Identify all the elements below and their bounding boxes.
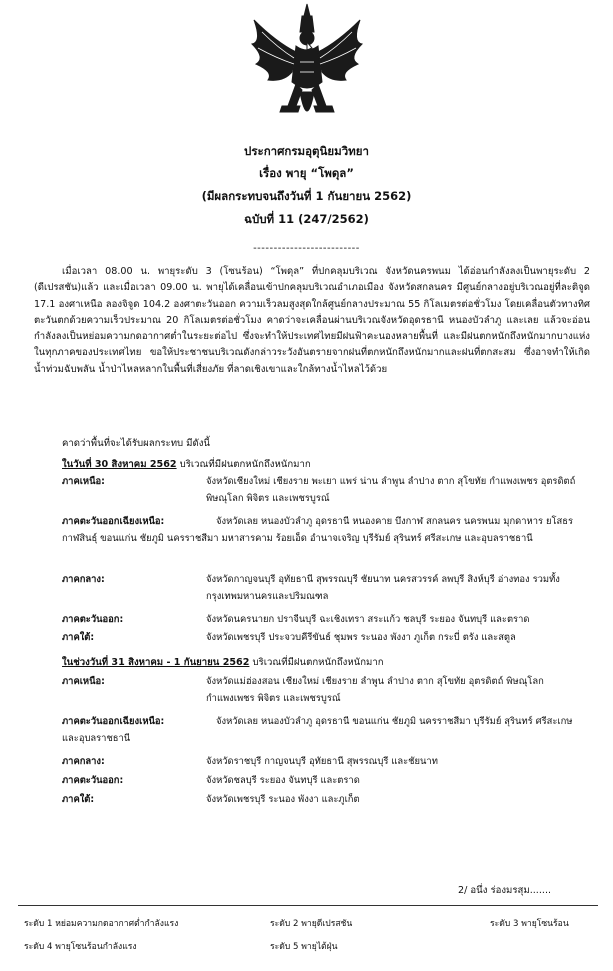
day2-heading <box>62 655 384 670</box>
legend-level-5: ระดับ 5 พายุไต้ฝุ่น <box>270 942 338 952</box>
day2-region-central: ภาคกลาง: จังหวัดราชบุรี กาญจนบุรี อุทัยธานี สุพรรณบุรี และชัยนาท <box>62 756 438 767</box>
garuda-emblem-icon <box>248 2 366 132</box>
day1-heading <box>62 457 311 472</box>
footer-divider <box>18 905 598 906</box>
agency-title: ประกาศกรมอุตุนิยมวิทยา <box>244 144 369 158</box>
main-paragraph: เมื่อเวลา 08.00 น. พายุระดับ 3 (โซนร้อน) “โพดุล” ที่ปกคลุมบริเวณ จังหวัดนครพนม ได้อ่อนกำลังลงเป็นพายุระดับ 2 (ดีเปรสชัน)แล้ว และเมื่อเวลา 09.00 น. พายุได้เคลื่อนเข้าปกคลุมบริเวณอำเภอเมือง จังหวัดสกลนคร มีศูนย์กลางอยู่บริเวณอยู่ที่ละติจูด 17.1 องศาเหนือ ลองจิจูด 104.2 องศาตะวันออก ความเร็วลมสูงสุดใกล้ศูนย์กลางประมาณ 55 กิโลเมตรต่อชั่วโมง โดยเคลื่อนตัวทางทิศตะวันตกด้วยความเร็วประมาณ 20 กิโลเมตรต่อชั่วโมง คาดว่าจะเคลื่อนผ่านบริเวณจังหวัดอุดรธานี หนองบัวลำภู และเลย แล้วจะอ่อนกำลังลงเป็นหย่อมความกดอากาศต่ำในระยะต่อไป ซึ่งจะทำให้ประเทศไทยมีฝนฟ้าคะนองหลายพื้นที่ และมีฝนตกหนักถึงหนักมากบางแห่งในทุกภาคของประเทศไทย ขอให้ประชาชนบริเวณดังกล่าวระวังอันตรายจากฝนที่ตกหนักถึงหนักมากและฝนที่ตกสะสม ซึ่งอาจทำให้เกิดน้ำท่วมฉับพลัน น้ำป่าไหลหลากในพื้นที่เสี่ยงภัย ที่ลาดเชิงเขาและใกล้ทางน้ำไหลไว้ด้วย <box>34 266 590 375</box>
day1-region-northeast: ภาคตะวันออกเฉียงเหนือ: จังหวัดเลย หนองบัวลำภู อุดรธานี หนองคาย บึงกาฬ สกลนคร นครพนม มุกดาหาร ยโสธร กาฬสินธุ์ ขอนแก่น ชัยภูมิ นครราชสีมา มหาสารคาม ร้อยเอ็ด อำนาจเจริญ บุรีรัมย์ สุรินทร์ ศรีสะเกษ และอุบลราชธานี <box>62 516 573 544</box>
legend-level-2: ระดับ 2 พายุดีเปรสชัน <box>270 919 353 929</box>
day2-region-east: ภาคตะวันออก: จังหวัดชลบุรี ระยอง จันทบุรี และตราด <box>62 775 360 786</box>
day1-region-north: ภาคเหนือ: จังหวัดเชียงใหม่ เชียงราย พะเยา แพร่ น่าน ลำพูน ลำปาง ตาก สุโขทัย กำแพงเพชร อุตรดิตถ์ พิษณุโลก พิจิตร และเพชรบูรณ์ <box>62 476 576 504</box>
legend-level-1: ระดับ 1 หย่อมความกดอากาศต่ำกำลังแรง <box>24 919 179 929</box>
day1-date: ในวันที่ 30 สิงหาคม 2562 <box>62 459 177 470</box>
day2-region-south: ภาคใต้: จังหวัดเพชรบุรี ระนอง พังงา และภูเก็ต <box>62 794 360 805</box>
legend-level-4: ระดับ 4 พายุโซนร้อนกำลังแรง <box>24 942 137 952</box>
day1-heading-rest: บริเวณที่มีฝนตกหนักถึงหนักมาก <box>176 459 311 470</box>
day1-region-central: ภาคกลาง: จังหวัดกาญจนบุรี อุทัยธานี สุพรรณบุรี ชัยนาท นครสวรรค์ ลพบุรี สิงห์บุรี อ่างทอง รวมทั้งกรุงเทพมหานครและปริมณฑล <box>62 574 560 602</box>
day2-heading-rest: บริเวณที่มีฝนตกหนักถึงหนักมาก <box>249 657 384 668</box>
subject-title: เรื่อง พายุ “โพดุล” <box>259 166 354 180</box>
day1-region-south: ภาคใต้: จังหวัดเพชรบุรี ประจวบคีรีขันธ์ ชุมพร ระนอง พังงา ภูเก็ต กระบี่ ตรัง และสตูล <box>62 632 516 643</box>
effective-date: (มีผลกระทบจนถึงวันที่ 1 กันยายน 2562) <box>201 189 412 203</box>
day2-region-northeast: ภาคตะวันออกเฉียงเหนือ: จังหวัดเลย หนองบัวลำภู อุดรธานี ขอนแก่น ชัยภูมิ นครราชสีมา บุรีรัมย์ สุรินทร์ ศรีสะเกษ และอุบลราชธานี <box>62 716 573 744</box>
next-page-reference: 2/ อนึ่ง ร่องมรสุม....... <box>458 885 552 896</box>
separator: -------------------------- <box>253 243 360 254</box>
announcement-number: ฉบับที่ 11 (247/2562) <box>244 212 369 226</box>
day2-region-north: ภาคเหนือ: จังหวัดแม่ฮ่องสอน เชียงใหม่ เชียงราย ลำพูน ลำปาง ตาก สุโขทัย อุตรดิตถ์ พิษณุโลก กำแพงเพชร พิจิตร และเพชรบูรณ์ <box>62 676 544 704</box>
affected-areas-intro: คาดว่าพื้นที่จะได้รับผลกระทบ มีดังนี้ <box>62 438 210 449</box>
day1-region-east: ภาคตะวันออก: จังหวัดนครนายก ปราจีนบุรี ฉะเชิงเทรา สระแก้ว ชลบุรี ระยอง จันทบุรี และตราด <box>62 614 530 625</box>
day2-date: ในช่วงวันที่ 31 สิงหาคม - 1 กันยายน 2562 <box>62 657 250 668</box>
legend-level-3: ระดับ 3 พายุโซนร้อน <box>490 919 569 929</box>
